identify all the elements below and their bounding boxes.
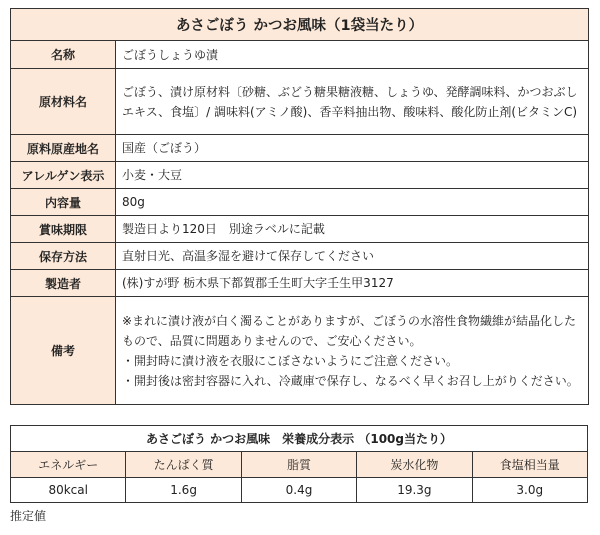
- spec-row-allergen: [11, 162, 589, 189]
- row-value: 国産（ごぼう）: [116, 135, 589, 162]
- row-value: 小麦・大豆: [116, 162, 589, 189]
- nutrition-value: 0.4g: [241, 478, 356, 503]
- row-label: 内容量: [11, 189, 116, 216]
- spec-title-row: [11, 9, 589, 41]
- nutrition-header: エネルギー: [11, 452, 126, 478]
- row-label: 備考: [11, 297, 116, 405]
- row-value: 80g: [116, 189, 589, 216]
- spec-row-ingredients: [11, 69, 589, 135]
- note-line: ・開封後は密封容器に入れ、冷蔵庫で保存し、なるべく早くお召し上がりください。: [122, 373, 579, 388]
- nutrition-value-row: [11, 478, 588, 503]
- spec-row-storage: [11, 243, 589, 270]
- estimate-note: 推定値: [10, 509, 47, 523]
- row-label: 賞味期限: [11, 216, 116, 243]
- row-label: アレルゲン表示: [11, 162, 116, 189]
- spec-row-manufacturer: [11, 270, 589, 297]
- nutrition-value: 3.0g: [472, 478, 587, 503]
- row-value: (株)すが野 栃木県下都賀郡壬生町大字壬生甲3127: [116, 270, 589, 297]
- spec-table: [10, 8, 589, 405]
- spec-row-origin: [11, 135, 589, 162]
- row-value: 製造日より120日 別途ラベルに記載: [116, 216, 589, 243]
- spec-row-expiry: [11, 216, 589, 243]
- row-label: 名称: [11, 41, 116, 69]
- note-line: ・開封時に漬け液を衣服にこぼさないようにご注意ください。: [122, 353, 459, 368]
- nutrition-title-row: [11, 426, 588, 452]
- spec-row-name: [11, 41, 589, 69]
- nutrition-header: 炭水化物: [357, 452, 472, 478]
- nutrition-header-row: [11, 452, 588, 478]
- row-value: ごぼうしょうゆ漬: [116, 41, 589, 69]
- row-label: 保存方法: [11, 243, 116, 270]
- nutrition-value: 80kcal: [11, 478, 126, 503]
- nutrition-title: あさごぼう かつお風味 栄養成分表示 （100g当たり）: [11, 426, 588, 452]
- spec-title: あさごぼう かつお風味（1袋当たり）: [11, 9, 589, 41]
- spec-row-content: [11, 189, 589, 216]
- row-value: ごぼう、漬け原材料〔砂糖、ぶどう糖果糖液糖、しょうゆ、発酵調味料、かつおぶしエキス、食塩〕/ 調味料(アミノ酸)、香辛料抽出物、酸味料、酸化防止剤(ビタミンC): [116, 69, 589, 135]
- nutrition-header: 脂質: [241, 452, 356, 478]
- row-value: 直射日光、高温多湿を避けて保存してください: [116, 243, 589, 270]
- note-line: ※まれに漬け液が白く濁ることがありますが、ごぼうの水溶性食物繊維が結晶化したもので、品質に問題ありませんので、ご安心ください。: [122, 313, 577, 348]
- nutrition-value: 19.3g: [357, 478, 472, 503]
- nutrition-header: 食塩相当量: [472, 452, 587, 478]
- nutrition-table: [10, 425, 588, 503]
- nutrition-header: たんぱく質: [126, 452, 241, 478]
- row-label: 原料原産地名: [11, 135, 116, 162]
- row-label: 製造者: [11, 270, 116, 297]
- spec-row-notes: [11, 297, 589, 405]
- row-value: [116, 297, 589, 405]
- nutrition-value: 1.6g: [126, 478, 241, 503]
- row-label: 原材料名: [11, 69, 116, 135]
- product-spec-sheet: [10, 8, 588, 405]
